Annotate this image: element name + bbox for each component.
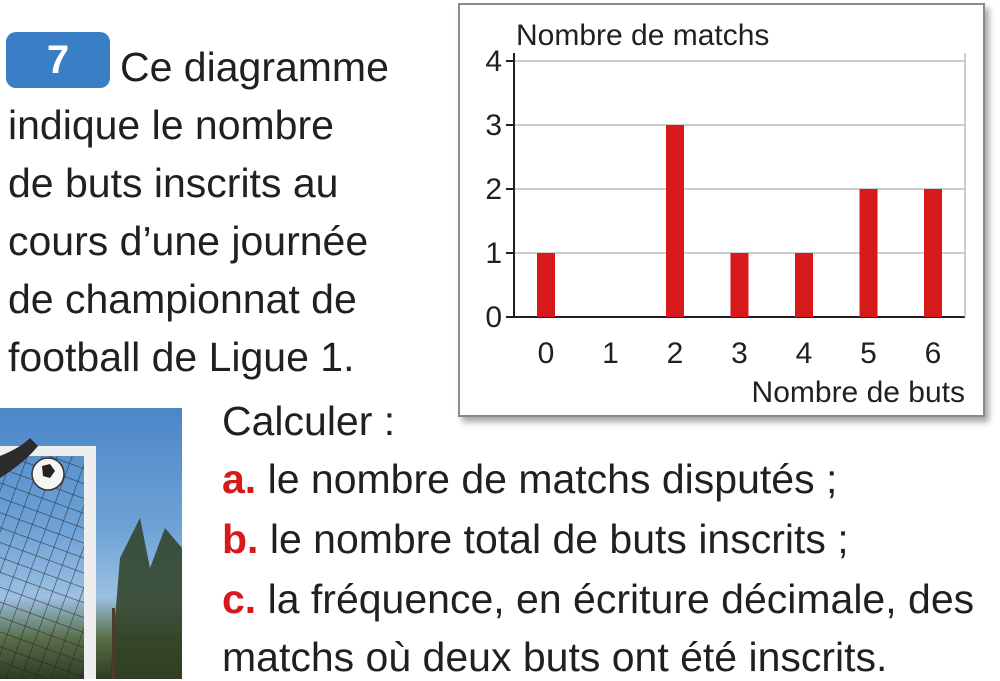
- x-tick-label: 6: [924, 337, 942, 370]
- y-tick-label: 2: [485, 173, 502, 206]
- question-text: la fréquence, en écriture décimale, des: [267, 576, 975, 622]
- question-a: [222, 456, 837, 503]
- question-c: [222, 576, 974, 623]
- x-tick-label: 1: [602, 337, 619, 370]
- bar-chart: [458, 3, 985, 417]
- question-letter: c.: [222, 576, 257, 622]
- exercise-number: 7: [46, 37, 70, 82]
- bar: [537, 253, 555, 317]
- question-c-continuation: matchs où deux buts ont été inscrits.: [222, 634, 888, 680]
- bar-chart-svg: [460, 5, 983, 415]
- intro-line: de championnat de: [8, 276, 357, 322]
- intro-line: Ce diagramme: [120, 44, 389, 90]
- bar: [924, 189, 942, 317]
- y-tick-label: 0: [485, 301, 502, 334]
- intro-line: cours d’une journée: [8, 218, 369, 264]
- question-text: le nombre de matchs disputés ;: [267, 456, 838, 502]
- question-letter: a.: [222, 456, 257, 502]
- x-tick-label: 3: [731, 337, 748, 370]
- instruction: Calculer :: [222, 398, 396, 444]
- y-axis-title: Nombre de matchs: [516, 19, 770, 52]
- goalkeeper-photo: [0, 408, 182, 679]
- x-tick-label: 4: [795, 337, 813, 370]
- y-tick-label: 4: [485, 45, 502, 78]
- y-tick-label: 1: [485, 237, 502, 270]
- question-text: le nombre total de buts inscrits ;: [269, 516, 849, 562]
- question-letter: b.: [222, 516, 259, 562]
- bar: [731, 253, 749, 317]
- question-b: [222, 516, 849, 563]
- exercise-intro: [8, 38, 408, 386]
- bar: [860, 189, 878, 317]
- x-tick-label: 0: [537, 337, 555, 370]
- x-tick-label: 2: [666, 337, 684, 370]
- bar: [795, 253, 813, 317]
- x-tick-label: 5: [860, 337, 877, 370]
- goal-net-image: [0, 408, 182, 679]
- x-axis-title: Nombre de buts: [751, 376, 965, 409]
- intro-line: indique le nombre: [8, 102, 334, 148]
- bar: [666, 125, 684, 317]
- intro-line: football de Ligue 1.: [8, 334, 355, 380]
- intro-line: de buts inscrits au: [8, 160, 339, 206]
- y-tick-label: 3: [485, 109, 502, 142]
